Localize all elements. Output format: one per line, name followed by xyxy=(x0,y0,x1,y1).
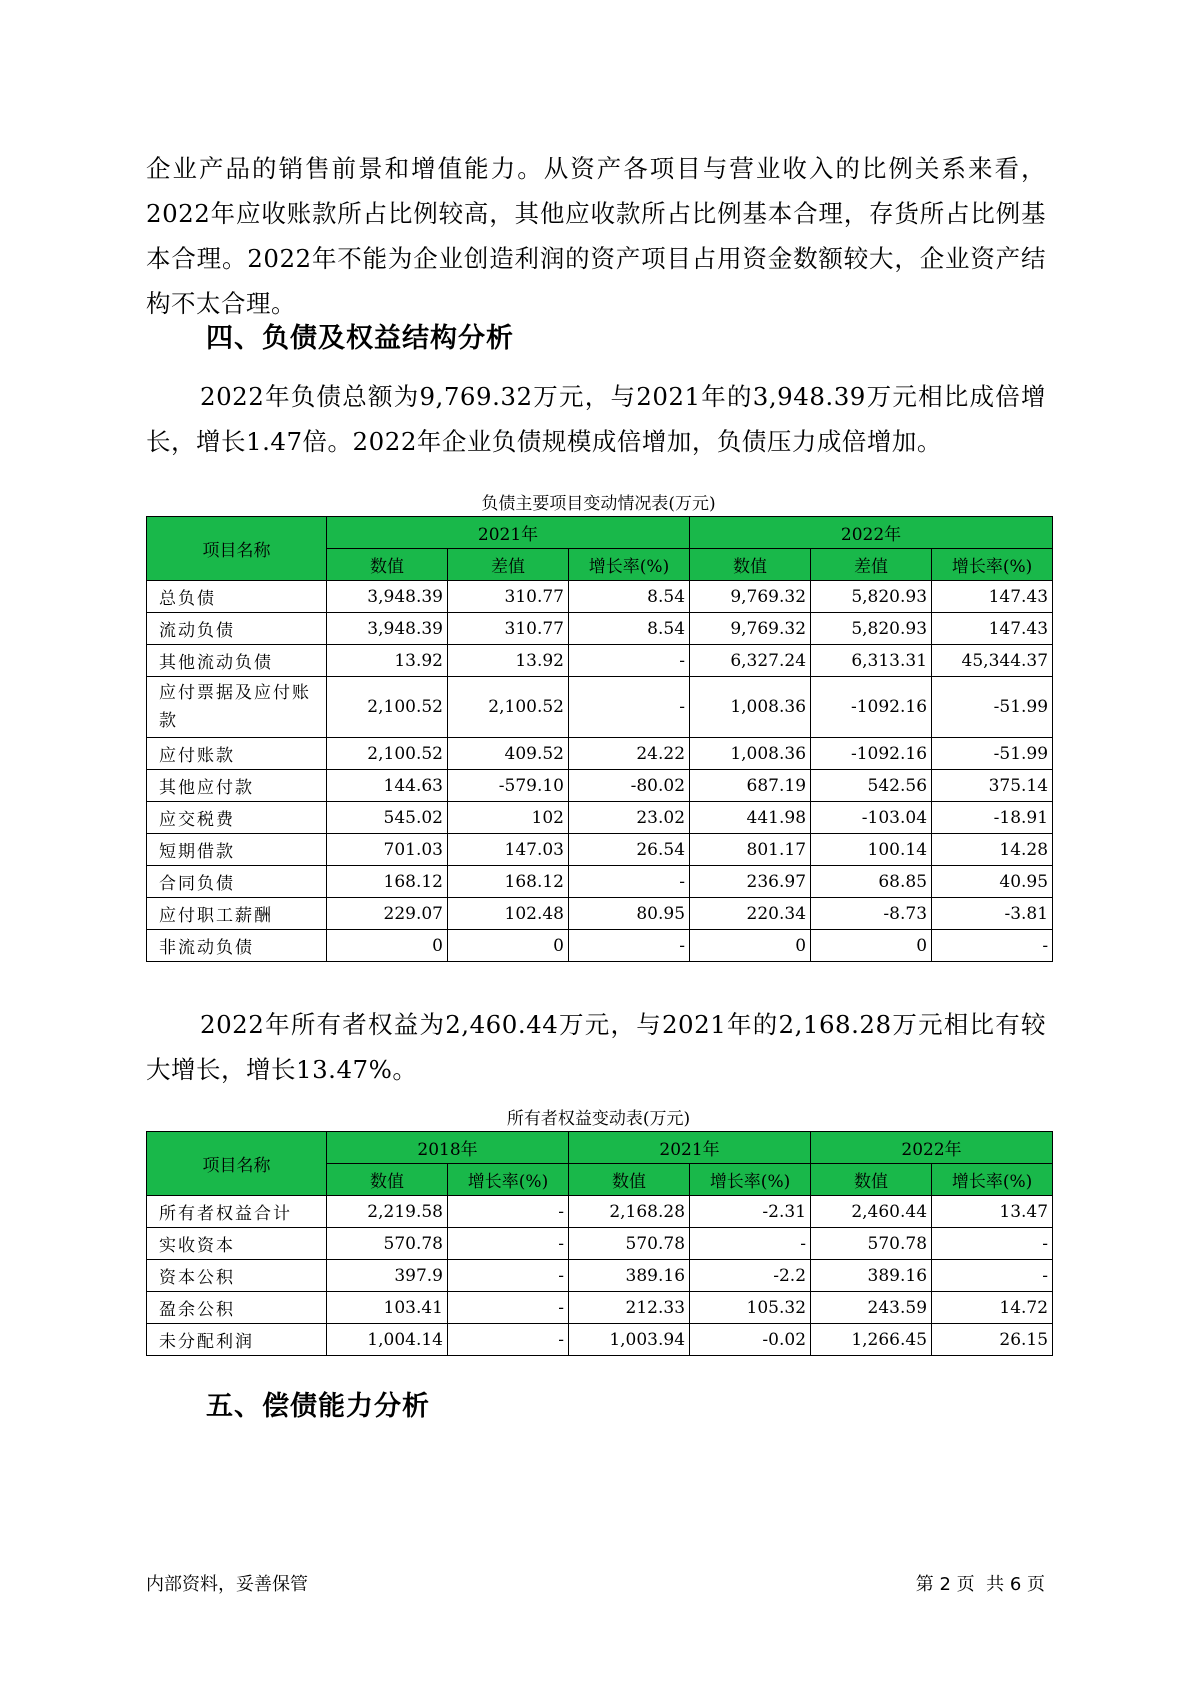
table-cell: 2,100.52 xyxy=(448,677,569,738)
table-cell: 68.85 xyxy=(811,866,932,898)
table-cell: 801.17 xyxy=(690,834,811,866)
table-cell: - xyxy=(448,1260,569,1292)
table-cell: -51.99 xyxy=(932,677,1053,738)
column-subheader: 数值 xyxy=(811,1164,932,1196)
liability-paragraph: 2022年负债总额为9,769.32万元，与2021年的3,948.39万元相比成倍增长，增长1.47倍。2022年企业负债规模成倍增加，负债压力成倍增加。 xyxy=(146,382,1046,456)
table-cell: -2.2 xyxy=(690,1260,811,1292)
table-cell: 24.22 xyxy=(569,738,690,770)
table-cell: - xyxy=(932,1260,1053,1292)
table-cell: 26.15 xyxy=(932,1324,1053,1356)
column-subheader: 数值 xyxy=(327,549,448,581)
table-row xyxy=(147,677,1053,738)
table-cell: 0 xyxy=(327,930,448,962)
table-cell: -579.10 xyxy=(448,770,569,802)
table-row xyxy=(147,1228,1053,1260)
table-cell: 5,820.93 xyxy=(811,581,932,613)
table-cell: - xyxy=(448,1196,569,1228)
row-label: 所有者权益合计 xyxy=(147,1196,327,1228)
table-cell: 8.54 xyxy=(569,581,690,613)
table-row xyxy=(147,898,1053,930)
table-cell: - xyxy=(448,1292,569,1324)
row-label: 短期借款 xyxy=(147,834,327,866)
table-cell: 105.32 xyxy=(690,1292,811,1324)
table-row xyxy=(147,613,1053,645)
table-cell: 570.78 xyxy=(327,1228,448,1260)
table-cell: 1,004.14 xyxy=(327,1324,448,1356)
table-row xyxy=(147,802,1053,834)
row-label: 其他应付款 xyxy=(147,770,327,802)
column-subheader: 差值 xyxy=(811,549,932,581)
table-cell: 103.41 xyxy=(327,1292,448,1324)
table-cell: 310.77 xyxy=(448,613,569,645)
table-row xyxy=(147,1324,1053,1356)
footer-page-number: 第 2 页 共 6 页 xyxy=(915,1574,1045,1595)
table-cell: 102.48 xyxy=(448,898,569,930)
column-subheader: 差值 xyxy=(448,549,569,581)
table-cell: 2,219.58 xyxy=(327,1196,448,1228)
row-label: 其他流动负债 xyxy=(147,645,327,677)
equity-year-header: 2018年 xyxy=(327,1132,569,1164)
table-cell: 542.56 xyxy=(811,770,932,802)
table-cell: 2,460.44 xyxy=(811,1196,932,1228)
intro-paragraph: 企业产品的销售前景和增值能力。从资产各项目与营业收入的比例关系来看，2022年应收账款所占比例较高，其他应收款所占比例基本合理，存货所占比例基本合理。2022年不能为企业创造利润的资产项目占用资金数额较大，企业资产结构不太合理。 xyxy=(146,154,1046,318)
table-cell: 1,266.45 xyxy=(811,1324,932,1356)
table-cell: -8.73 xyxy=(811,898,932,930)
table-cell: - xyxy=(569,677,690,738)
table-cell: 147.03 xyxy=(448,834,569,866)
table-cell: - xyxy=(690,1228,811,1260)
table-cell: 168.12 xyxy=(327,866,448,898)
row-label: 总负债 xyxy=(147,581,327,613)
table-cell: 1,003.94 xyxy=(569,1324,690,1356)
column-subheader: 数值 xyxy=(327,1164,448,1196)
table-cell: 687.19 xyxy=(690,770,811,802)
equity-table-caption: 所有者权益变动表(万元) xyxy=(506,1109,691,1129)
table-cell: 26.54 xyxy=(569,834,690,866)
column-subheader: 增长率(%) xyxy=(569,549,690,581)
section-5-heading: 五、偿债能力分析 xyxy=(206,1391,430,1422)
equity-table xyxy=(146,1131,1053,1356)
table-cell: - xyxy=(448,1228,569,1260)
table-cell: 1,008.36 xyxy=(690,738,811,770)
table-cell: -2.31 xyxy=(690,1196,811,1228)
table-cell: 100.14 xyxy=(811,834,932,866)
table-cell: - xyxy=(569,866,690,898)
table-cell: -3.81 xyxy=(932,898,1053,930)
table-cell: - xyxy=(448,1324,569,1356)
table-cell: 14.72 xyxy=(932,1292,1053,1324)
row-label: 应交税费 xyxy=(147,802,327,834)
table-cell: 570.78 xyxy=(811,1228,932,1260)
table-cell: -51.99 xyxy=(932,738,1053,770)
table-cell: 13.47 xyxy=(932,1196,1053,1228)
table-cell: 441.98 xyxy=(690,802,811,834)
table-row xyxy=(147,581,1053,613)
table-cell: 40.95 xyxy=(932,866,1053,898)
table-cell: 2,100.52 xyxy=(327,738,448,770)
liability-table xyxy=(146,516,1053,962)
table-cell: 545.02 xyxy=(327,802,448,834)
table-cell: 23.02 xyxy=(569,802,690,834)
equity-year-header: 2021年 xyxy=(569,1132,811,1164)
table-cell: 0 xyxy=(690,930,811,962)
table-cell: -103.04 xyxy=(811,802,932,834)
table-cell: 144.63 xyxy=(327,770,448,802)
table-row xyxy=(147,738,1053,770)
table-cell: 212.33 xyxy=(569,1292,690,1324)
equity-year-header: 2022年 xyxy=(811,1132,1053,1164)
table-cell: 147.43 xyxy=(932,581,1053,613)
table-cell: 220.34 xyxy=(690,898,811,930)
liability-year-header: 2022年 xyxy=(690,517,1053,549)
table-cell: 2,168.28 xyxy=(569,1196,690,1228)
column-subheader: 增长率(%) xyxy=(932,549,1053,581)
row-label: 实收资本 xyxy=(147,1228,327,1260)
table-row xyxy=(147,770,1053,802)
table-row xyxy=(147,834,1053,866)
table-cell: 9,769.32 xyxy=(690,613,811,645)
row-label: 流动负债 xyxy=(147,613,327,645)
table-cell: -1092.16 xyxy=(811,677,932,738)
row-label: 应付账款 xyxy=(147,738,327,770)
table-cell: 0 xyxy=(448,930,569,962)
table-cell: 9,769.32 xyxy=(690,581,811,613)
table-row xyxy=(147,1260,1053,1292)
table-cell: 236.97 xyxy=(690,866,811,898)
table-cell: 397.9 xyxy=(327,1260,448,1292)
table-cell: -0.02 xyxy=(690,1324,811,1356)
section-4-heading: 四、负债及权益结构分析 xyxy=(206,323,514,354)
table-row xyxy=(147,645,1053,677)
column-subheader: 数值 xyxy=(690,549,811,581)
table-cell: 147.43 xyxy=(932,613,1053,645)
table-cell: 389.16 xyxy=(569,1260,690,1292)
table-cell: 14.28 xyxy=(932,834,1053,866)
row-label: 未分配利润 xyxy=(147,1324,327,1356)
column-subheader: 数值 xyxy=(569,1164,690,1196)
liability-year-header: 2021年 xyxy=(327,517,690,549)
table-cell: 13.92 xyxy=(448,645,569,677)
table-cell: - xyxy=(569,645,690,677)
table-cell: 570.78 xyxy=(569,1228,690,1260)
footer-confidential-note: 内部资料，妥善保管 xyxy=(146,1574,308,1595)
table-cell: - xyxy=(932,930,1053,962)
row-label: 应付票据及应付账款 xyxy=(147,677,327,738)
table-cell: 8.54 xyxy=(569,613,690,645)
table-cell: 6,313.31 xyxy=(811,645,932,677)
table-cell: - xyxy=(569,930,690,962)
table-row xyxy=(147,930,1053,962)
table-row xyxy=(147,1292,1053,1324)
table-cell: 1,008.36 xyxy=(690,677,811,738)
table-row xyxy=(147,866,1053,898)
table-cell: 13.92 xyxy=(327,645,448,677)
table-cell: 45,344.37 xyxy=(932,645,1053,677)
table-cell: -80.02 xyxy=(569,770,690,802)
table-cell: 2,100.52 xyxy=(327,677,448,738)
liability-table-caption: 负债主要项目变动情况表(万元) xyxy=(481,494,716,514)
table-cell: -18.91 xyxy=(932,802,1053,834)
row-label: 非流动负债 xyxy=(147,930,327,962)
row-label: 资本公积 xyxy=(147,1260,327,1292)
table-row xyxy=(147,1196,1053,1228)
column-subheader: 增长率(%) xyxy=(932,1164,1053,1196)
equity-paragraph: 2022年所有者权益为2,460.44万元，与2021年的2,168.28万元相比有较大增长，增长13.47%。 xyxy=(146,1010,1046,1084)
liability-name-header: 项目名称 xyxy=(147,517,327,581)
table-cell: 375.14 xyxy=(932,770,1053,802)
table-cell: 80.95 xyxy=(569,898,690,930)
row-label: 应付职工薪酬 xyxy=(147,898,327,930)
table-cell: 310.77 xyxy=(448,581,569,613)
table-cell: 0 xyxy=(811,930,932,962)
table-cell: 229.07 xyxy=(327,898,448,930)
column-subheader: 增长率(%) xyxy=(448,1164,569,1196)
table-cell: 389.16 xyxy=(811,1260,932,1292)
table-cell: 701.03 xyxy=(327,834,448,866)
equity-name-header: 项目名称 xyxy=(147,1132,327,1196)
table-cell: 3,948.39 xyxy=(327,581,448,613)
column-subheader: 增长率(%) xyxy=(690,1164,811,1196)
row-label: 盈余公积 xyxy=(147,1292,327,1324)
table-cell: -1092.16 xyxy=(811,738,932,770)
table-cell: 5,820.93 xyxy=(811,613,932,645)
table-cell: 102 xyxy=(448,802,569,834)
table-cell: 6,327.24 xyxy=(690,645,811,677)
table-cell: 3,948.39 xyxy=(327,613,448,645)
table-cell: 168.12 xyxy=(448,866,569,898)
table-cell: 243.59 xyxy=(811,1292,932,1324)
table-cell: - xyxy=(932,1228,1053,1260)
table-cell: 409.52 xyxy=(448,738,569,770)
row-label: 合同负债 xyxy=(147,866,327,898)
